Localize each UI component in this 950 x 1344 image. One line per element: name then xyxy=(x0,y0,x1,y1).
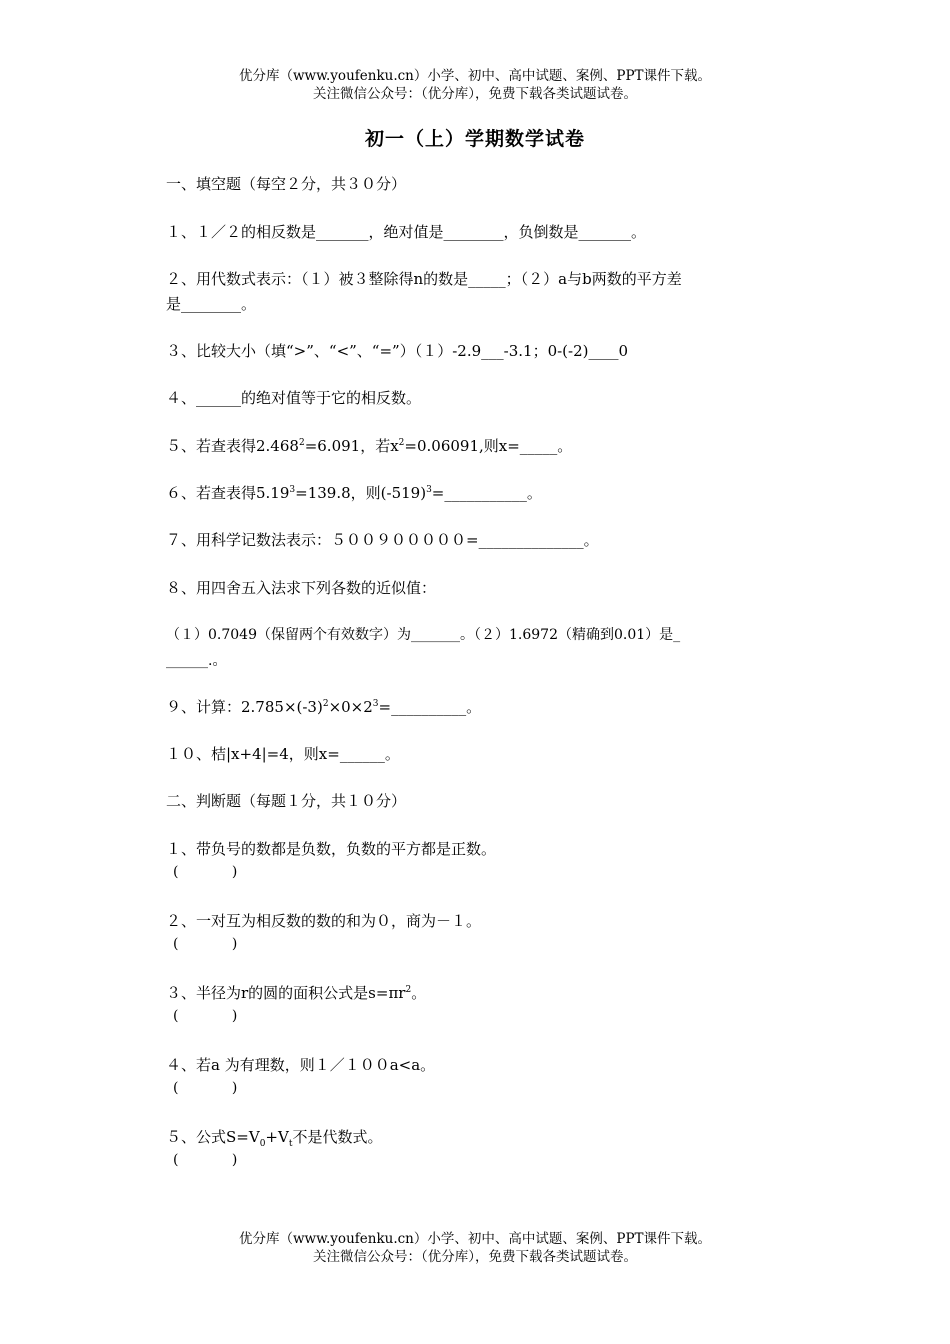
question-1-10: １０、桔|x+4|=4，则x=______。 xyxy=(166,745,400,763)
footer-line-2: 关注微信公众号：（优分库），免费下载各类试题试卷。 xyxy=(313,1249,637,1265)
header-line-1: 优分库（www.youfenku.cn）小学、初中、高中试题、案例、PPT课件下载。 xyxy=(238,68,712,84)
q6-exponent-2: 3 xyxy=(426,485,432,495)
q6-part-a: ６、若查表得5.19 xyxy=(166,484,290,502)
q9-exponent-2: 3 xyxy=(372,699,379,709)
section-1-heading: 一、填空题（每空２分，共３０分） xyxy=(166,175,407,193)
question-1-2-line-1: ２、用代数式表示：（１）被３整除得n的数是_____；（２）a与b两数的平方差 xyxy=(166,270,682,288)
j3-part-b: 。 xyxy=(411,984,427,1002)
judgement-1: １、带负号的数都是负数，负数的平方都是正数。 xyxy=(166,840,497,858)
question-1-7: ７、用科学记数法表示：５００９０００００=______________。 xyxy=(166,531,599,549)
judgement-5 xyxy=(166,1127,382,1147)
q5-part-a: ５、若查表得2.468 xyxy=(166,437,299,455)
q6-part-b: =139.8，则(-519) xyxy=(295,484,427,502)
header-line-2: 关注微信公众号：（优分库），免费下载各类试题试卷。 xyxy=(313,86,637,102)
q9-part-c: =__________。 xyxy=(378,698,482,716)
question-1-4: ４、______的绝对值等于它的相反数。 xyxy=(166,389,422,407)
judgement-5-answer-parens: ( ) xyxy=(173,1152,238,1168)
q6-part-c: =___________。 xyxy=(431,484,542,502)
question-1-8-line-2: （１）0.7049（保留两个有效数字）为_______。（２）1.6972（精确到0.01）是_ xyxy=(166,627,681,643)
footer-line-1: 优分库（www.youfenku.cn）小学、初中、高中试题、案例、PPT课件下载。 xyxy=(238,1231,712,1247)
section-2-heading: 二、判断题（每题１分，共１０分） xyxy=(166,792,407,810)
q9-part-a: ９、计算：2.785×(-3) xyxy=(166,698,323,716)
judgement-2-answer-parens: ( ) xyxy=(173,936,238,952)
q5-exponent-2: 2 xyxy=(398,438,405,448)
judgement-4: ４、若a 为有理数，则１／１００a<a。 xyxy=(166,1056,436,1074)
j5-part-b: +V xyxy=(265,1128,289,1146)
q5-exponent-1: 2 xyxy=(298,438,305,448)
judgement-2: ２、一对互为相反数的数的和为０，商为－１。 xyxy=(166,912,482,930)
judgement-3-answer-parens: ( ) xyxy=(173,1008,238,1024)
q6-exponent-1: 3 xyxy=(289,485,296,495)
question-1-2-line-2: 是________。 xyxy=(166,295,257,313)
j3-part-a: ３、半径为r的圆的面积公式是s=πr xyxy=(166,984,406,1002)
question-1-9 xyxy=(166,697,481,717)
question-1-8-line-3: ______.。 xyxy=(166,653,227,669)
j5-part-c: 不是代数式。 xyxy=(292,1128,383,1146)
question-1-8: ８、用四舍五入法求下列各数的近似值： xyxy=(166,579,437,597)
q9-part-b: ×0×2 xyxy=(328,698,373,716)
judgement-3 xyxy=(166,983,426,1003)
question-1-6 xyxy=(166,483,542,503)
document-title: 初一（上）学期数学试卷 xyxy=(364,128,585,150)
judgement-4-answer-parens: ( ) xyxy=(173,1080,238,1096)
j3-exponent: 2 xyxy=(405,985,412,995)
question-1-1: １、１／２的相反数是_______，绝对值是________，负倒数是_______。 xyxy=(166,223,647,241)
q5-part-b: =6.091，若x xyxy=(304,437,399,455)
page-header xyxy=(0,67,950,103)
question-1-3: ３、比较大小（填“>”、“<”、“=”）（１）-2.9___-3.1；0-(-2)____0 xyxy=(166,342,629,360)
page-footer xyxy=(0,1230,950,1266)
j5-part-a: ５、公式S=V xyxy=(166,1128,260,1146)
q5-part-c: =0.06091,则x=_____。 xyxy=(404,437,573,455)
q9-exponent-1: 2 xyxy=(322,699,329,709)
j5-subscript-1: 0 xyxy=(259,1139,266,1149)
judgement-1-answer-parens: ( ) xyxy=(173,864,238,880)
j5-subscript-2: t xyxy=(288,1139,293,1149)
question-1-5 xyxy=(166,436,572,456)
